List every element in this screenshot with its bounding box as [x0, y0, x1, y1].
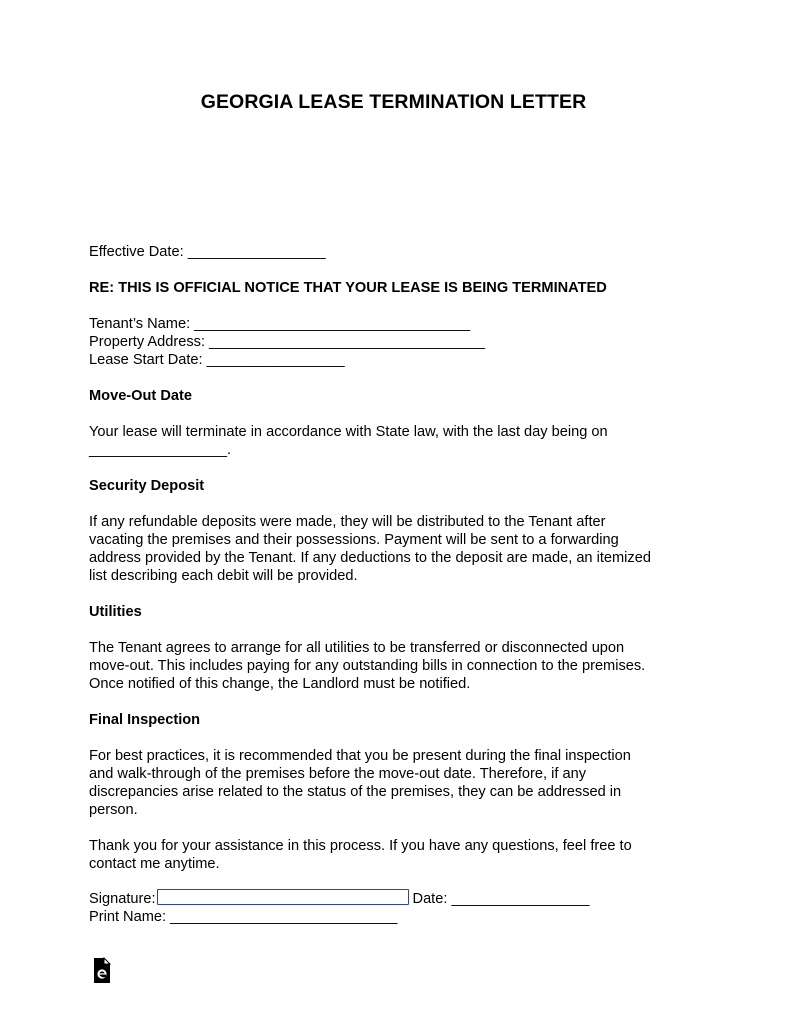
paragraph-line: address provided by the Tenant. If any deductions to the deposit are made, an itemized [89, 550, 651, 566]
paragraph-line: _________________. [89, 442, 232, 458]
signature-line [89, 890, 589, 908]
paragraph-line: list describing each debit will be provided. [89, 568, 358, 584]
eforms-logo-icon [91, 957, 113, 985]
paragraph-line: For best practices, it is recommended that you be present during the final inspection [89, 748, 631, 764]
signature-label: Signature: [89, 891, 156, 907]
deposit-paragraph [89, 513, 729, 585]
signature-field[interactable] [157, 889, 409, 905]
inspection-paragraph [89, 747, 729, 819]
paragraph-line: discrepancies arise related to the status of the premises, they can be addressed in [89, 784, 622, 800]
paragraph-line: Thank you for your assistance in this process. If you have any questions, feel free to [89, 838, 632, 854]
utilities-paragraph [89, 639, 729, 693]
paragraph-line: Your lease will terminate in accordance with State law, with the last day being on [89, 424, 608, 440]
deposit-heading: Security Deposit [89, 478, 205, 494]
moveout-paragraph [89, 423, 729, 459]
signature-date: Date: _________________ [412, 891, 590, 907]
paragraph-line: move-out. This includes paying for any outstanding bills in connection to the premises. [89, 658, 646, 674]
paragraph-line: vacating the premises and their possessions. Payment will be sent to a forwarding [89, 532, 619, 548]
re-notice-line: RE: THIS IS OFFICIAL NOTICE THAT YOUR LEASE IS BEING TERMINATED [89, 280, 607, 296]
inspection-heading: Final Inspection [89, 712, 201, 728]
effective-date-line: Effective Date: _________________ [89, 244, 326, 260]
paragraph-line: The Tenant agrees to arrange for all utilities to be transferred or disconnected upon [89, 640, 625, 656]
tenant-name-line: Tenant’s Name: __________________________________ [89, 316, 471, 332]
paragraph-line: Once notified of this change, the Landlord must be notified. [89, 676, 471, 692]
document-title: GEORGIA LEASE TERMINATION LETTER [200, 91, 587, 113]
paragraph-line: If any refundable deposits were made, they will be distributed to the Tenant after [89, 514, 606, 530]
moveout-heading: Move-Out Date [89, 388, 192, 404]
paragraph-line: person. [89, 802, 138, 818]
print-name-line: Print Name: ____________________________ [89, 909, 398, 925]
property-address-line: Property Address: __________________________________ [89, 334, 486, 350]
thanks-paragraph [89, 837, 729, 873]
paragraph-line: and walk-through of the premises before the move-out date. Therefore, if any [89, 766, 587, 782]
utilities-heading: Utilities [89, 604, 142, 620]
lease-start-line: Lease Start Date: _________________ [89, 352, 345, 368]
paragraph-line: contact me anytime. [89, 856, 220, 872]
